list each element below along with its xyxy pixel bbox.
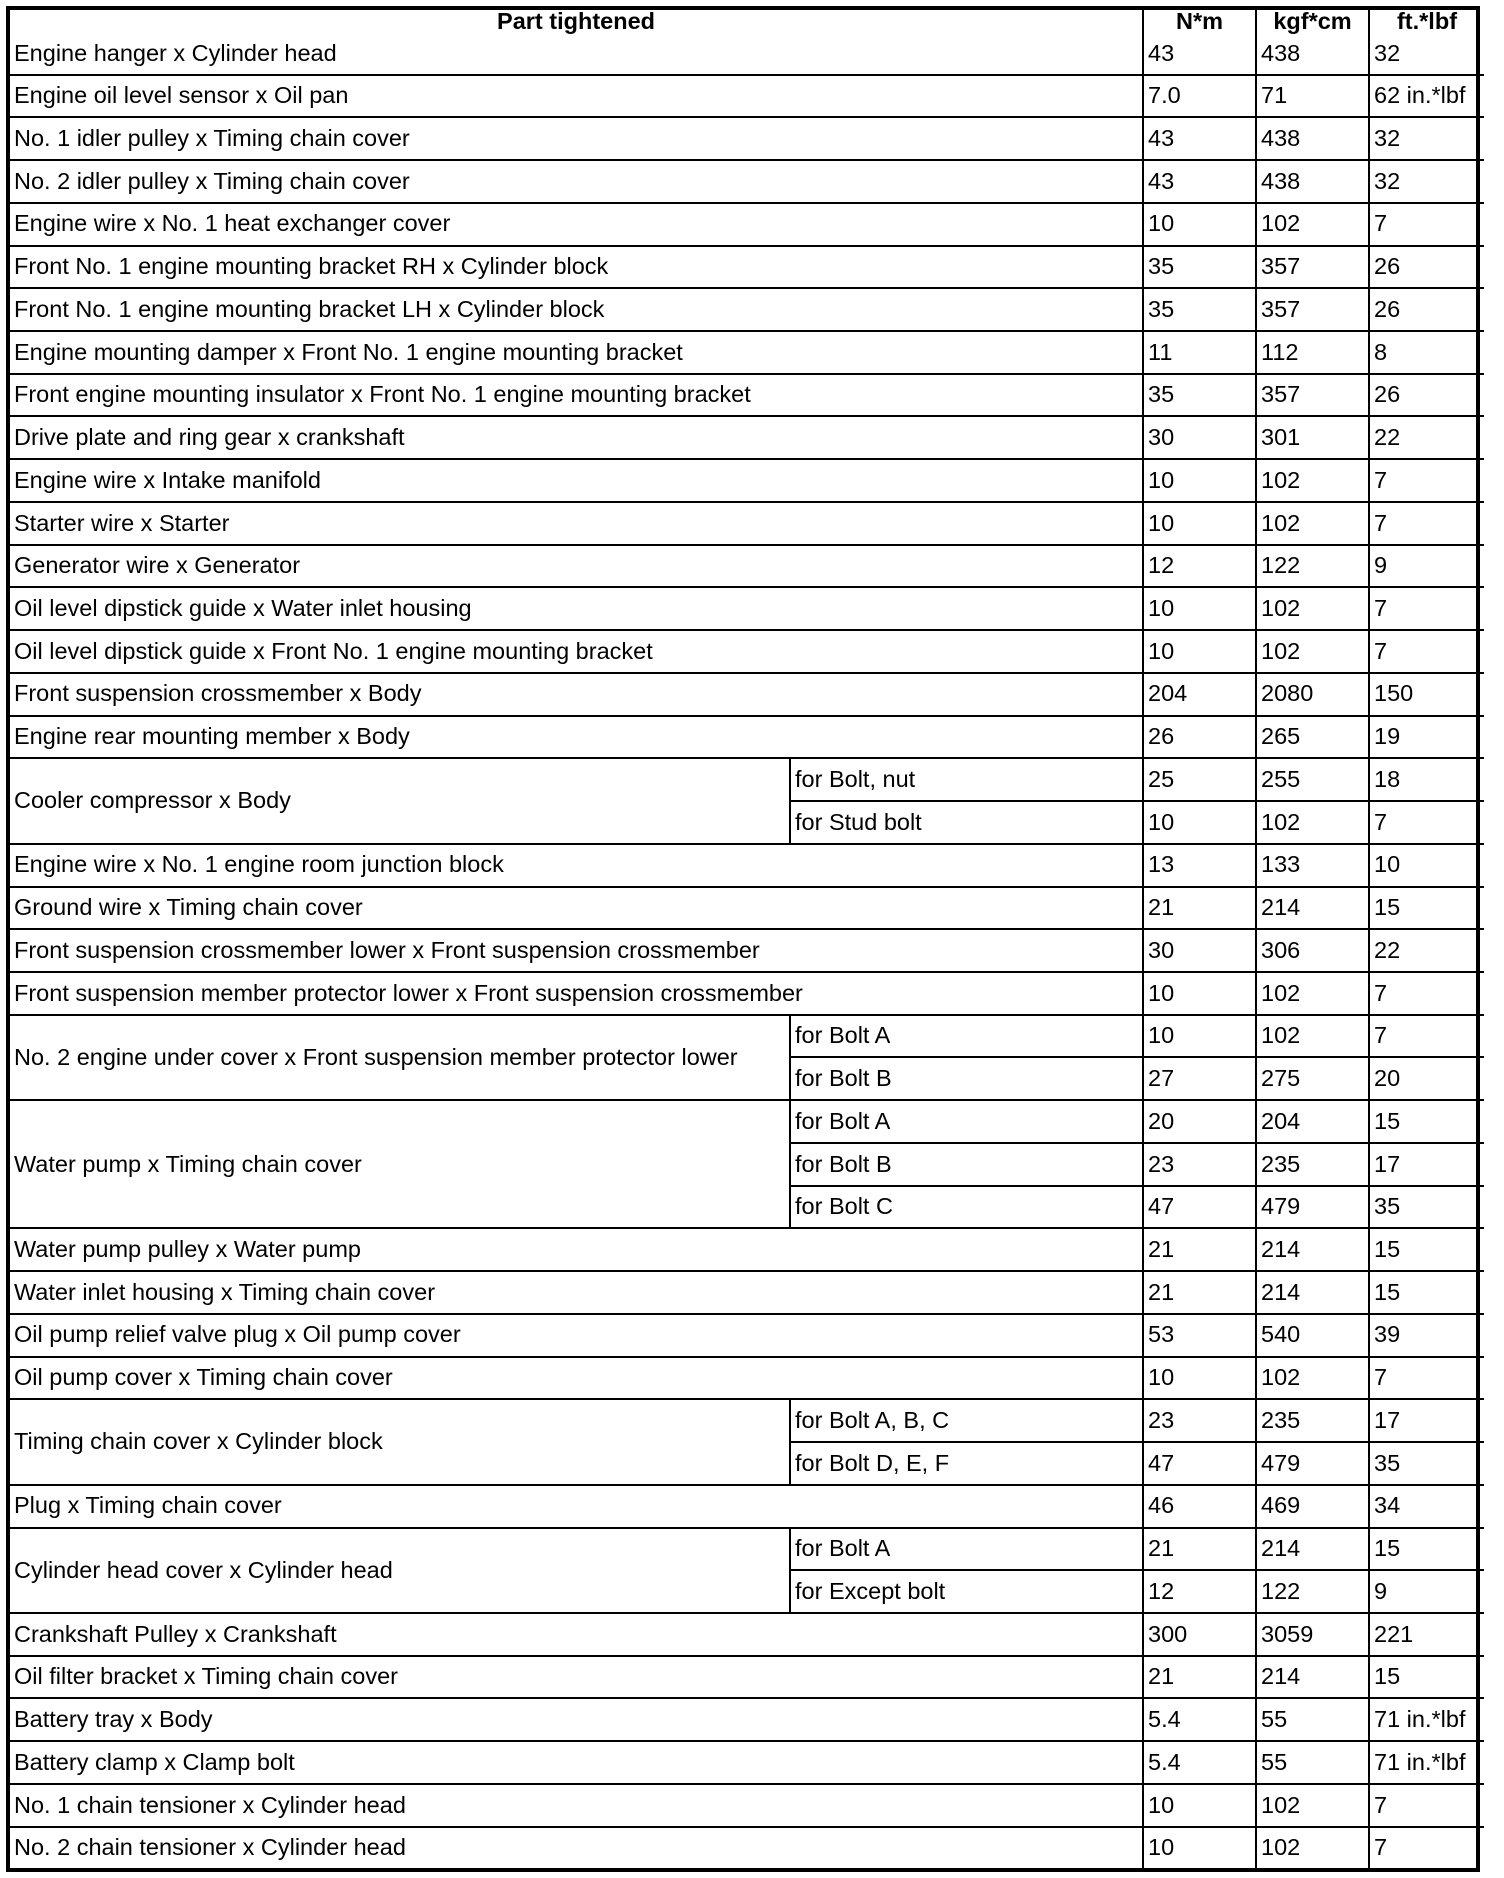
table-row	[10, 1485, 1484, 1528]
part-cell: Cooler compressor x Body	[10, 758, 790, 843]
condition-cell: for Bolt B	[790, 1057, 1143, 1100]
nm-cell: 7.0	[1143, 75, 1256, 118]
kgfcm-cell: 102	[1256, 630, 1369, 673]
kgfcm-cell: 306	[1256, 929, 1369, 972]
condition-cell: for Bolt B	[790, 1143, 1143, 1186]
condition-cell: for Bolt A	[790, 1100, 1143, 1143]
table-row	[10, 1100, 1484, 1143]
table-row	[10, 1827, 1484, 1868]
table-row	[10, 502, 1484, 545]
part-cell: Battery clamp x Clamp bolt	[10, 1741, 1143, 1784]
ftlbf-cell: 26	[1369, 374, 1484, 417]
ftlbf-cell: 22	[1369, 929, 1484, 972]
part-cell: Crankshaft Pulley x Crankshaft	[10, 1613, 1143, 1656]
kgfcm-cell: 275	[1256, 1057, 1369, 1100]
nm-cell: 35	[1143, 374, 1256, 417]
table-row	[10, 75, 1484, 118]
kgfcm-cell: 122	[1256, 1570, 1369, 1613]
ftlbf-cell: 39	[1369, 1314, 1484, 1357]
ftlbf-cell: 18	[1369, 758, 1484, 801]
table-row	[10, 331, 1484, 374]
torque-spec-table-frame	[6, 6, 1480, 1872]
part-cell: Oil level dipstick guide x Front No. 1 engine mounting bracket	[10, 630, 1143, 673]
table-row	[10, 1314, 1484, 1357]
nm-cell: 20	[1143, 1100, 1256, 1143]
part-cell: Drive plate and ring gear x crankshaft	[10, 416, 1143, 459]
nm-cell: 53	[1143, 1314, 1256, 1357]
header-row	[10, 10, 1484, 34]
kgfcm-cell: 102	[1256, 1827, 1369, 1868]
nm-cell: 204	[1143, 673, 1256, 716]
part-cell: Engine wire x Intake manifold	[10, 459, 1143, 502]
nm-cell: 30	[1143, 416, 1256, 459]
table-row	[10, 1784, 1484, 1827]
table-row	[10, 374, 1484, 417]
table-row	[10, 887, 1484, 930]
kgfcm-cell: 357	[1256, 374, 1369, 417]
table-row	[10, 1399, 1484, 1442]
nm-cell: 23	[1143, 1143, 1256, 1186]
table-row	[10, 459, 1484, 502]
ftlbf-cell: 26	[1369, 288, 1484, 331]
kgfcm-cell: 204	[1256, 1100, 1369, 1143]
kgfcm-cell: 2080	[1256, 673, 1369, 716]
kgfcm-cell: 133	[1256, 844, 1369, 887]
ftlbf-cell: 15	[1369, 887, 1484, 930]
part-cell: No. 2 chain tensioner x Cylinder head	[10, 1827, 1143, 1868]
ftlbf-cell: 150	[1369, 673, 1484, 716]
ftlbf-cell: 7	[1369, 459, 1484, 502]
nm-cell: 13	[1143, 844, 1256, 887]
nm-cell: 27	[1143, 1057, 1256, 1100]
kgfcm-cell: 102	[1256, 801, 1369, 844]
table-row	[10, 203, 1484, 246]
ftlbf-cell: 7	[1369, 502, 1484, 545]
kgfcm-cell: 438	[1256, 160, 1369, 203]
ftlbf-cell: 26	[1369, 246, 1484, 289]
part-cell: Front No. 1 engine mounting bracket LH x Cylinder block	[10, 288, 1143, 331]
part-cell: No. 2 idler pulley x Timing chain cover	[10, 160, 1143, 203]
table-row	[10, 1613, 1484, 1656]
ftlbf-cell: 7	[1369, 972, 1484, 1015]
nm-cell: 35	[1143, 246, 1256, 289]
kgfcm-cell: 122	[1256, 545, 1369, 588]
nm-cell: 21	[1143, 887, 1256, 930]
kgfcm-cell: 265	[1256, 716, 1369, 759]
ftlbf-cell: 9	[1369, 1570, 1484, 1613]
table-row	[10, 1228, 1484, 1271]
nm-cell: 10	[1143, 502, 1256, 545]
nm-cell: 47	[1143, 1186, 1256, 1229]
nm-cell: 5.4	[1143, 1741, 1256, 1784]
table-row	[10, 587, 1484, 630]
kgfcm-cell: 438	[1256, 117, 1369, 160]
table-row	[10, 545, 1484, 588]
nm-cell: 46	[1143, 1485, 1256, 1528]
condition-cell: for Bolt A, B, C	[790, 1399, 1143, 1442]
nm-cell: 10	[1143, 801, 1256, 844]
table-row	[10, 117, 1484, 160]
table-row	[10, 1528, 1484, 1571]
ftlbf-cell: 35	[1369, 1442, 1484, 1485]
kgfcm-cell: 102	[1256, 1784, 1369, 1827]
table-row	[10, 1271, 1484, 1314]
table-row	[10, 844, 1484, 887]
condition-cell: for Stud bolt	[790, 801, 1143, 844]
part-cell: Engine mounting damper x Front No. 1 engine mounting bracket	[10, 331, 1143, 374]
kgfcm-cell: 438	[1256, 34, 1369, 75]
nm-cell: 21	[1143, 1228, 1256, 1271]
nm-cell: 25	[1143, 758, 1256, 801]
part-cell: Front No. 1 engine mounting bracket RH x Cylinder block	[10, 246, 1143, 289]
nm-cell: 10	[1143, 587, 1256, 630]
nm-cell: 21	[1143, 1656, 1256, 1699]
kgfcm-cell: 102	[1256, 459, 1369, 502]
kgfcm-cell: 55	[1256, 1698, 1369, 1741]
kgfcm-cell: 357	[1256, 288, 1369, 331]
table-row	[10, 929, 1484, 972]
kgfcm-cell: 55	[1256, 1741, 1369, 1784]
table-row	[10, 160, 1484, 203]
ftlbf-cell: 7	[1369, 1357, 1484, 1400]
kgfcm-cell: 102	[1256, 1357, 1369, 1400]
table-row	[10, 416, 1484, 459]
part-cell: Engine hanger x Cylinder head	[10, 34, 1143, 75]
part-cell: Starter wire x Starter	[10, 502, 1143, 545]
kgfcm-cell: 214	[1256, 1656, 1369, 1699]
ftlbf-cell: 9	[1369, 545, 1484, 588]
part-cell: Oil level dipstick guide x Water inlet housing	[10, 587, 1143, 630]
nm-cell: 23	[1143, 1399, 1256, 1442]
part-cell: Engine wire x No. 1 heat exchanger cover	[10, 203, 1143, 246]
ftlbf-cell: 34	[1369, 1485, 1484, 1528]
ftlbf-cell: 7	[1369, 203, 1484, 246]
part-cell: Water inlet housing x Timing chain cover	[10, 1271, 1143, 1314]
ftlbf-cell: 17	[1369, 1399, 1484, 1442]
kgfcm-cell: 214	[1256, 1228, 1369, 1271]
ftlbf-cell: 7	[1369, 1827, 1484, 1868]
part-cell: Front suspension crossmember lower x Front suspension crossmember	[10, 929, 1143, 972]
part-cell: Engine wire x No. 1 engine room junction block	[10, 844, 1143, 887]
ftlbf-cell: 10	[1369, 844, 1484, 887]
part-cell: No. 1 idler pulley x Timing chain cover	[10, 117, 1143, 160]
part-cell: No. 2 engine under cover x Front suspension member protector lower	[10, 1015, 790, 1100]
ftlbf-cell: 22	[1369, 416, 1484, 459]
nm-cell: 43	[1143, 34, 1256, 75]
kgfcm-cell: 479	[1256, 1442, 1369, 1485]
torque-spec-table	[10, 10, 1484, 1868]
ftlbf-cell: 15	[1369, 1528, 1484, 1571]
nm-cell: 47	[1143, 1442, 1256, 1485]
part-cell: Generator wire x Generator	[10, 545, 1143, 588]
nm-cell: 11	[1143, 331, 1256, 374]
kgfcm-cell: 235	[1256, 1143, 1369, 1186]
nm-cell: 21	[1143, 1271, 1256, 1314]
kgfcm-cell: 102	[1256, 203, 1369, 246]
nm-cell: 35	[1143, 288, 1256, 331]
kgfcm-cell: 102	[1256, 972, 1369, 1015]
header-kgfcm: kgf*cm	[1256, 10, 1369, 34]
nm-cell: 5.4	[1143, 1698, 1256, 1741]
kgfcm-cell: 357	[1256, 246, 1369, 289]
part-cell: Water pump x Timing chain cover	[10, 1100, 790, 1228]
ftlbf-cell: 15	[1369, 1100, 1484, 1143]
ftlbf-cell: 7	[1369, 1015, 1484, 1058]
table-row	[10, 246, 1484, 289]
table-row	[10, 716, 1484, 759]
nm-cell: 10	[1143, 630, 1256, 673]
table-row	[10, 1357, 1484, 1400]
header-ftlbf: ft.*lbf	[1369, 10, 1484, 34]
nm-cell: 10	[1143, 203, 1256, 246]
ftlbf-cell: 7	[1369, 801, 1484, 844]
part-cell: Cylinder head cover x Cylinder head	[10, 1528, 790, 1613]
ftlbf-cell: 15	[1369, 1228, 1484, 1271]
table-row	[10, 34, 1484, 75]
part-cell: Engine rear mounting member x Body	[10, 716, 1143, 759]
ftlbf-cell: 32	[1369, 34, 1484, 75]
ftlbf-cell: 71 in.*lbf	[1369, 1741, 1484, 1784]
table-row	[10, 1015, 1484, 1058]
ftlbf-cell: 8	[1369, 331, 1484, 374]
kgfcm-cell: 469	[1256, 1485, 1369, 1528]
table-row	[10, 1698, 1484, 1741]
ftlbf-cell: 7	[1369, 1784, 1484, 1827]
table-row	[10, 1656, 1484, 1699]
part-cell: Front engine mounting insulator x Front No. 1 engine mounting bracket	[10, 374, 1143, 417]
table-row	[10, 758, 1484, 801]
kgfcm-cell: 3059	[1256, 1613, 1369, 1656]
table-row	[10, 673, 1484, 716]
part-cell: Ground wire x Timing chain cover	[10, 887, 1143, 930]
condition-cell: for Bolt, nut	[790, 758, 1143, 801]
nm-cell: 12	[1143, 1570, 1256, 1613]
part-cell: Plug x Timing chain cover	[10, 1485, 1143, 1528]
nm-cell: 12	[1143, 545, 1256, 588]
kgfcm-cell: 255	[1256, 758, 1369, 801]
ftlbf-cell: 35	[1369, 1186, 1484, 1229]
ftlbf-cell: 32	[1369, 160, 1484, 203]
nm-cell: 300	[1143, 1613, 1256, 1656]
nm-cell: 10	[1143, 1357, 1256, 1400]
part-cell: Front suspension crossmember x Body	[10, 673, 1143, 716]
ftlbf-cell: 7	[1369, 587, 1484, 630]
kgfcm-cell: 540	[1256, 1314, 1369, 1357]
header-nm: N*m	[1143, 10, 1256, 34]
part-cell: Oil pump cover x Timing chain cover	[10, 1357, 1143, 1400]
kgfcm-cell: 479	[1256, 1186, 1369, 1229]
ftlbf-cell: 62 in.*lbf	[1369, 75, 1484, 118]
table-row	[10, 630, 1484, 673]
kgfcm-cell: 214	[1256, 1528, 1369, 1571]
nm-cell: 10	[1143, 1015, 1256, 1058]
ftlbf-cell: 17	[1369, 1143, 1484, 1186]
kgfcm-cell: 71	[1256, 75, 1369, 118]
part-cell: Oil pump relief valve plug x Oil pump cover	[10, 1314, 1143, 1357]
kgfcm-cell: 102	[1256, 502, 1369, 545]
ftlbf-cell: 15	[1369, 1271, 1484, 1314]
header-part-tightened: Part tightened	[10, 10, 1143, 34]
kgfcm-cell: 102	[1256, 587, 1369, 630]
ftlbf-cell: 15	[1369, 1656, 1484, 1699]
condition-cell: for Except bolt	[790, 1570, 1143, 1613]
ftlbf-cell: 19	[1369, 716, 1484, 759]
nm-cell: 10	[1143, 972, 1256, 1015]
part-cell: Water pump pulley x Water pump	[10, 1228, 1143, 1271]
nm-cell: 21	[1143, 1528, 1256, 1571]
part-cell: Front suspension member protector lower x Front suspension crossmember	[10, 972, 1143, 1015]
kgfcm-cell: 235	[1256, 1399, 1369, 1442]
condition-cell: for Bolt A	[790, 1528, 1143, 1571]
part-cell: No. 1 chain tensioner x Cylinder head	[10, 1784, 1143, 1827]
table-row	[10, 1741, 1484, 1784]
nm-cell: 43	[1143, 160, 1256, 203]
condition-cell: for Bolt C	[790, 1186, 1143, 1229]
kgfcm-cell: 102	[1256, 1015, 1369, 1058]
ftlbf-cell: 20	[1369, 1057, 1484, 1100]
kgfcm-cell: 112	[1256, 331, 1369, 374]
table-body	[10, 34, 1484, 1869]
kgfcm-cell: 214	[1256, 1271, 1369, 1314]
kgfcm-cell: 301	[1256, 416, 1369, 459]
ftlbf-cell: 221	[1369, 1613, 1484, 1656]
ftlbf-cell: 7	[1369, 630, 1484, 673]
table-row	[10, 972, 1484, 1015]
condition-cell: for Bolt A	[790, 1015, 1143, 1058]
nm-cell: 30	[1143, 929, 1256, 972]
nm-cell: 10	[1143, 1784, 1256, 1827]
part-cell: Timing chain cover x Cylinder block	[10, 1399, 790, 1484]
ftlbf-cell: 32	[1369, 117, 1484, 160]
condition-cell: for Bolt D, E, F	[790, 1442, 1143, 1485]
part-cell: Battery tray x Body	[10, 1698, 1143, 1741]
ftlbf-cell: 71 in.*lbf	[1369, 1698, 1484, 1741]
nm-cell: 10	[1143, 459, 1256, 502]
nm-cell: 43	[1143, 117, 1256, 160]
part-cell: Oil filter bracket x Timing chain cover	[10, 1656, 1143, 1699]
nm-cell: 10	[1143, 1827, 1256, 1868]
part-cell: Engine oil level sensor x Oil pan	[10, 75, 1143, 118]
kgfcm-cell: 214	[1256, 887, 1369, 930]
nm-cell: 26	[1143, 716, 1256, 759]
table-row	[10, 288, 1484, 331]
